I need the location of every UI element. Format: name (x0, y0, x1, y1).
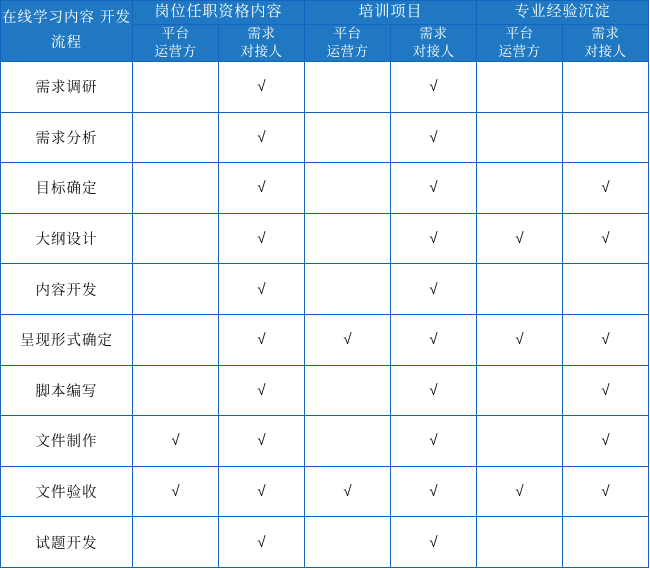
cell-mark (133, 517, 219, 568)
cell-mark (563, 163, 649, 214)
cell-mark (563, 264, 649, 315)
subheader-line-1: 平台 (505, 25, 534, 41)
check-mark: √ (429, 179, 438, 197)
row-label: 脚本编写 (1, 365, 133, 416)
check-mark: √ (429, 230, 438, 248)
table-row (1, 264, 649, 315)
check-mark: √ (429, 280, 438, 298)
cell-mark (219, 314, 305, 365)
subheader-line-2: 运营方 (498, 43, 541, 59)
cell-mark (477, 314, 563, 365)
subheader-line-2: 运营方 (326, 43, 369, 59)
check-mark: √ (515, 482, 524, 500)
cell-mark (563, 517, 649, 568)
cell-mark (219, 466, 305, 517)
check-mark: √ (171, 432, 180, 450)
cell-mark (563, 314, 649, 365)
row-label: 大纲设计 (1, 213, 133, 264)
cell-mark (219, 416, 305, 467)
row-label: 需求调研 (1, 61, 133, 112)
check-mark: √ (343, 482, 352, 500)
cell-mark (477, 416, 563, 467)
subheader-line-2: 运营方 (154, 43, 197, 59)
group-header-qualification: 岗位任职资格内容 (133, 1, 305, 25)
cell-mark (391, 61, 477, 112)
cell-mark (133, 314, 219, 365)
cell-mark (391, 112, 477, 163)
cell-mark (477, 163, 563, 214)
check-mark: √ (257, 381, 266, 399)
cell-mark (477, 213, 563, 264)
row-label: 需求分析 (1, 112, 133, 163)
group-header-experience: 专业经验沉淀 (477, 1, 649, 25)
subheader-training-platform (305, 24, 391, 61)
cell-mark (477, 365, 563, 416)
subheader-qualification-requester (219, 24, 305, 61)
cell-mark (219, 264, 305, 315)
check-mark: √ (601, 381, 610, 399)
corner-header-line-2: 开发流程 (51, 10, 132, 51)
row-label: 试题开发 (1, 517, 133, 568)
table-header (1, 1, 649, 62)
row-label: 文件验收 (1, 466, 133, 517)
row-label: 呈现形式确定 (1, 314, 133, 365)
header-row-groups (1, 1, 649, 25)
corner-header-cell (1, 1, 133, 62)
cell-mark (305, 314, 391, 365)
cell-mark (305, 112, 391, 163)
check-mark: √ (429, 331, 438, 349)
check-mark: √ (601, 179, 610, 197)
cell-mark (133, 264, 219, 315)
check-mark: √ (515, 331, 524, 349)
subheader-line-1: 平台 (161, 25, 190, 41)
cell-mark (219, 112, 305, 163)
cell-mark (563, 112, 649, 163)
cell-mark (477, 466, 563, 517)
corner-header-line-1: 在线学习内容 (1, 10, 95, 27)
row-label: 目标确定 (1, 163, 133, 214)
subheader-line-1: 平台 (333, 25, 362, 41)
cell-mark (391, 416, 477, 467)
cell-mark (219, 517, 305, 568)
cell-mark (305, 264, 391, 315)
check-mark: √ (429, 381, 438, 399)
cell-mark (391, 517, 477, 568)
subheader-line-2: 对接人 (584, 43, 627, 59)
cell-mark (305, 365, 391, 416)
table-row (1, 112, 649, 163)
cell-mark (477, 112, 563, 163)
cell-mark (133, 213, 219, 264)
check-mark: √ (257, 78, 266, 96)
cell-mark (133, 112, 219, 163)
check-mark: √ (257, 230, 266, 248)
cell-mark (391, 314, 477, 365)
check-mark: √ (257, 331, 266, 349)
check-mark: √ (601, 432, 610, 450)
cell-mark (563, 365, 649, 416)
check-mark: √ (429, 128, 438, 146)
subheader-qualification-platform (133, 24, 219, 61)
check-mark: √ (257, 179, 266, 197)
cell-mark (391, 365, 477, 416)
table-row (1, 61, 649, 112)
cell-mark (133, 61, 219, 112)
check-mark: √ (171, 482, 180, 500)
subheader-line-2: 对接人 (240, 43, 283, 59)
check-mark: √ (257, 128, 266, 146)
cell-mark (477, 61, 563, 112)
check-mark: √ (601, 482, 610, 500)
check-mark: √ (343, 331, 352, 349)
group-header-training: 培训项目 (305, 1, 477, 25)
cell-mark (391, 264, 477, 315)
check-mark: √ (429, 482, 438, 500)
check-mark: √ (429, 533, 438, 551)
table-row (1, 365, 649, 416)
cell-mark (305, 163, 391, 214)
row-label: 文件制作 (1, 416, 133, 467)
table-row (1, 314, 649, 365)
subheader-experience-requester (563, 24, 649, 61)
check-mark: √ (257, 432, 266, 450)
check-mark: √ (257, 533, 266, 551)
table-row (1, 517, 649, 568)
table-row (1, 163, 649, 214)
subheader-line-1: 需求 (591, 25, 620, 41)
cell-mark (219, 365, 305, 416)
cell-mark (563, 466, 649, 517)
table-row (1, 416, 649, 467)
check-mark: √ (429, 78, 438, 96)
cell-mark (477, 264, 563, 315)
cell-mark (219, 213, 305, 264)
cell-mark (563, 213, 649, 264)
check-mark: √ (257, 280, 266, 298)
cell-mark (305, 517, 391, 568)
table-body (1, 61, 649, 567)
table-row (1, 466, 649, 517)
cell-mark (133, 365, 219, 416)
cell-mark (305, 61, 391, 112)
check-mark: √ (429, 432, 438, 450)
table-row (1, 213, 649, 264)
check-mark: √ (601, 230, 610, 248)
subheader-line-1: 需求 (419, 25, 448, 41)
check-mark: √ (257, 482, 266, 500)
cell-mark (305, 213, 391, 264)
cell-mark (391, 466, 477, 517)
cell-mark (305, 416, 391, 467)
row-label: 内容开发 (1, 264, 133, 315)
cell-mark (391, 163, 477, 214)
cell-mark (133, 163, 219, 214)
check-mark: √ (601, 331, 610, 349)
cell-mark (305, 466, 391, 517)
subheader-line-2: 对接人 (412, 43, 455, 59)
subheader-line-1: 需求 (247, 25, 276, 41)
check-mark: √ (515, 230, 524, 248)
subheader-experience-platform (477, 24, 563, 61)
cell-mark (391, 213, 477, 264)
cell-mark (563, 416, 649, 467)
subheader-training-requester (391, 24, 477, 61)
cell-mark (563, 61, 649, 112)
cell-mark (219, 163, 305, 214)
cell-mark (133, 416, 219, 467)
cell-mark (477, 517, 563, 568)
cell-mark (133, 466, 219, 517)
cell-mark (219, 61, 305, 112)
